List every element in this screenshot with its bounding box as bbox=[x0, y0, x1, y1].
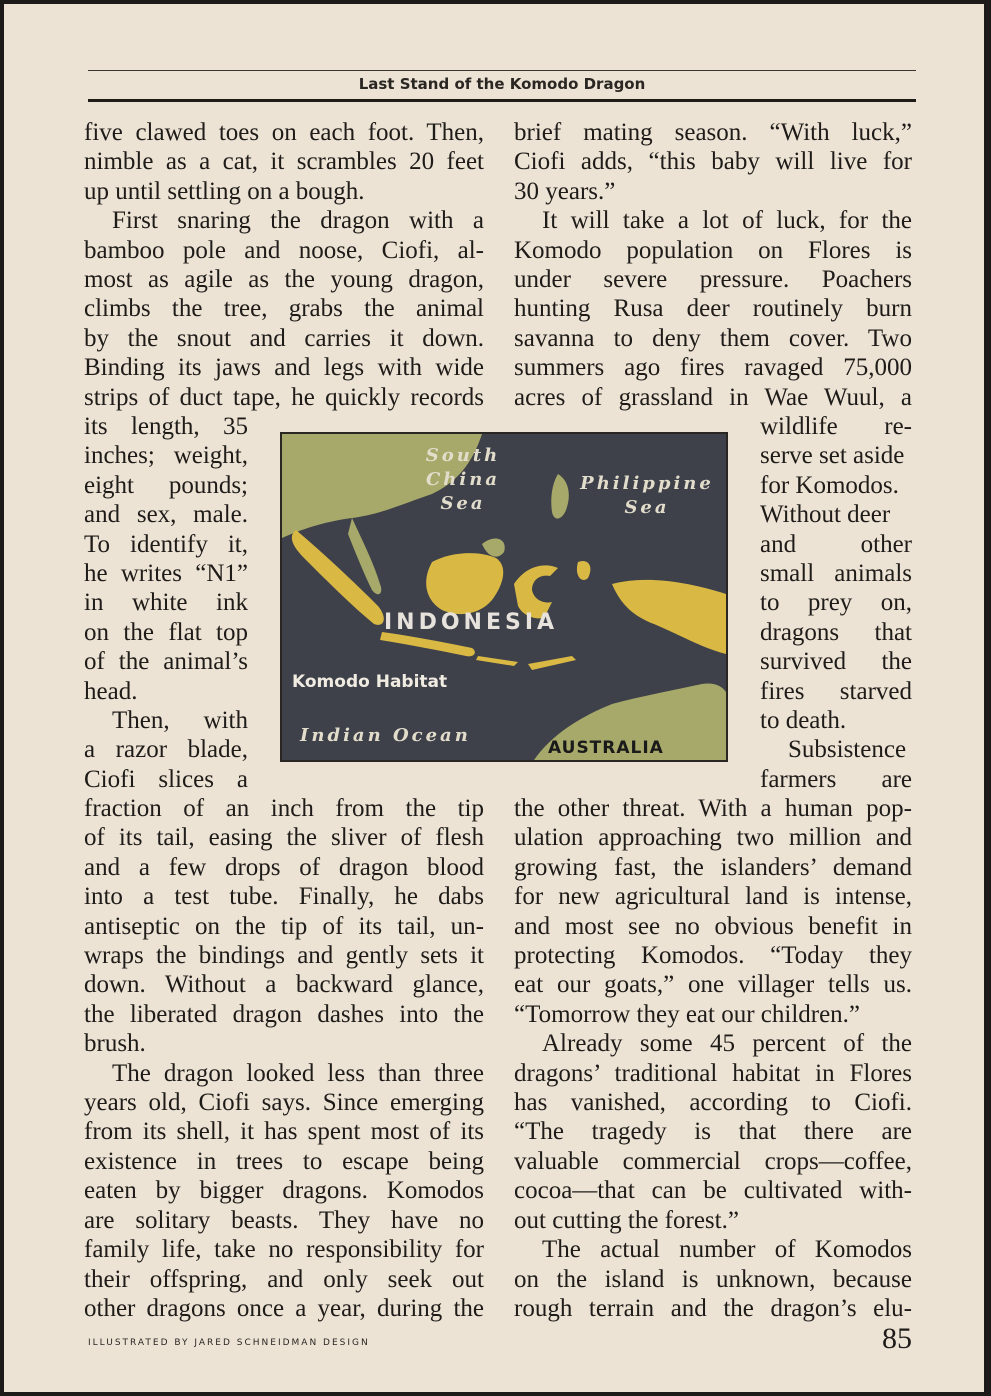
text-line: for new agricultural land is intense, bbox=[514, 883, 912, 911]
left-column-bottom bbox=[84, 794, 484, 1323]
text-line: most as agile as the young dragon, bbox=[84, 266, 484, 294]
text-line: to prey on, bbox=[760, 589, 912, 617]
text-line: its length, 35 bbox=[84, 413, 248, 440]
text-line: eat our goats,” one villager tells us. bbox=[514, 971, 912, 999]
text-line: the other threat. With a human pop- bbox=[514, 795, 912, 822]
text-line: ulation approaching two million and bbox=[514, 824, 912, 852]
text-line: and a few drops of dragon blood bbox=[84, 853, 484, 881]
text-line: brush. bbox=[84, 1030, 146, 1058]
indonesia-label: INDONESIA bbox=[384, 610, 559, 635]
text-line: wildlife re- bbox=[760, 413, 912, 440]
text-line: serve set aside bbox=[760, 442, 905, 470]
text-line: other dragons once a year, during the bbox=[84, 1294, 484, 1322]
text-line: on the island is unknown, because bbox=[514, 1265, 912, 1293]
text-line: by the snout and carries it down. bbox=[84, 324, 484, 352]
text-line: Already some 45 percent of the bbox=[542, 1030, 912, 1058]
text-line: It will take a lot of luck, for the bbox=[542, 207, 912, 235]
left-column-top bbox=[84, 118, 484, 412]
map-label-line: Sea bbox=[440, 493, 486, 514]
text-line: on the flat top bbox=[84, 618, 248, 646]
text-line: hunting Rusa deer routinely burn bbox=[514, 295, 912, 323]
text-line: eight pounds; bbox=[84, 471, 248, 499]
komodo-habitat-label: Komodo Habitat bbox=[292, 672, 448, 692]
australia-label: AUSTRALIA bbox=[548, 738, 664, 758]
page-number: 85 bbox=[882, 1322, 912, 1355]
text-line: years old, Ciofi says. Since emerging bbox=[84, 1089, 484, 1117]
text-line: climbs the tree, grabs the animal bbox=[84, 295, 484, 323]
header-rule-top bbox=[88, 70, 916, 71]
text-line: Komodo population on Flores is bbox=[514, 236, 912, 264]
text-line: dragons’ traditional habitat in Flores bbox=[514, 1059, 912, 1087]
text-line: dragons that bbox=[760, 618, 912, 646]
text-line: Subsistence bbox=[788, 736, 907, 764]
text-line: The actual number of Komodos bbox=[542, 1236, 912, 1264]
text-line: he writes “N1” bbox=[84, 560, 248, 588]
text-line: “Tomorrow they eat our children.” bbox=[514, 1000, 861, 1028]
text-line: into a test tube. Finally, he dabs bbox=[84, 883, 484, 911]
running-header: Last Stand of the Komodo Dragon bbox=[358, 75, 646, 93]
map-label-line: Philippine bbox=[580, 473, 714, 494]
text-line: inches; weight, bbox=[84, 442, 248, 470]
right-column-top bbox=[514, 118, 912, 412]
text-line: eaten by bigger dragons. Komodos bbox=[84, 1177, 484, 1205]
text-line: to death. bbox=[760, 707, 847, 735]
text-line: of the animal’s bbox=[84, 648, 248, 676]
text-line: 30 years.” bbox=[514, 177, 616, 205]
text-line: five clawed toes on each foot. Then, bbox=[84, 119, 484, 146]
indian-ocean-label: Indian Ocean bbox=[300, 725, 471, 746]
illustration-credit: ILLUSTRATED BY JARED SCHNEIDMAN DESIGN bbox=[88, 1338, 370, 1348]
right-column-bottom bbox=[514, 794, 912, 1323]
text-line: head. bbox=[84, 677, 138, 705]
text-line: antiseptic on the tip of its tail, un- bbox=[84, 912, 484, 940]
text-line: “The tragedy is that there are bbox=[514, 1118, 912, 1146]
text-line: out cutting the forest.” bbox=[514, 1206, 739, 1234]
text-line: and most see no obvious benefit in bbox=[514, 912, 912, 940]
text-line: in white ink bbox=[84, 589, 248, 617]
text-line: summers ago fires ravaged 75,000 bbox=[514, 354, 912, 382]
text-line: Then, with bbox=[112, 707, 248, 735]
text-line: fraction of an inch from the tip bbox=[84, 795, 484, 822]
map-label-line: South bbox=[425, 445, 501, 466]
magazine-page bbox=[4, 4, 984, 1392]
text-line: First snaring the dragon with a bbox=[112, 207, 484, 235]
text-line: has vanished, according to Ciofi. bbox=[514, 1089, 912, 1117]
text-line: strips of duct tape, he quickly records bbox=[84, 383, 484, 411]
text-line: and other bbox=[760, 530, 912, 558]
text-line: and sex, male. bbox=[84, 501, 248, 529]
text-line: the liberated dragon dashes into the bbox=[84, 1000, 484, 1028]
text-line: their offspring, and only seek out bbox=[84, 1265, 484, 1293]
text-line: bamboo pole and noose, Ciofi, al- bbox=[84, 236, 484, 264]
text-line: under severe pressure. Poachers bbox=[514, 266, 912, 294]
text-line: Ciofi slices a bbox=[84, 765, 248, 793]
text-line: acres of grassland in Wae Wuul, a bbox=[514, 383, 912, 411]
text-line: family life, take no responsibility for bbox=[84, 1236, 484, 1264]
text-line: The dragon looked less than three bbox=[112, 1059, 484, 1087]
text-line: wraps the bindings and gently sets it bbox=[84, 942, 484, 970]
text-line: existence in trees to escape being bbox=[84, 1147, 484, 1175]
text-line: survived the bbox=[760, 648, 912, 676]
text-line: from its shell, it has spent most of its bbox=[84, 1118, 484, 1146]
text-line: farmers are bbox=[760, 765, 912, 793]
text-line: are solitary beasts. They have no bbox=[84, 1206, 484, 1234]
text-line: a razor blade, bbox=[84, 736, 248, 764]
text-line: of its tail, easing the sliver of flesh bbox=[84, 824, 484, 852]
text-line: small animals bbox=[760, 560, 912, 588]
text-line: savanna to deny them cover. Two bbox=[514, 324, 912, 352]
text-line: growing fast, the islanders’ demand bbox=[514, 853, 912, 881]
text-line: rough terrain and the dragon’s elu- bbox=[514, 1294, 912, 1322]
south-china-sea-label bbox=[408, 444, 518, 516]
left-column-narrow bbox=[84, 412, 248, 794]
text-line: cocoa—that can be cultivated with- bbox=[514, 1177, 912, 1205]
text-line: fires starved bbox=[760, 677, 912, 705]
header-rule-bottom bbox=[88, 99, 916, 102]
right-column-narrow bbox=[760, 412, 912, 794]
map-label-line: Sea bbox=[624, 497, 670, 518]
text-line: nimble as a cat, it scrambles 20 feet bbox=[84, 148, 484, 176]
text-line: Ciofi adds, “this baby will live for bbox=[514, 148, 912, 176]
text-line: for Komodos. bbox=[760, 471, 899, 499]
text-line: up until settling on a bough. bbox=[84, 177, 365, 205]
text-line: brief mating season. “With luck,” bbox=[514, 119, 912, 146]
text-line: Without deer bbox=[760, 501, 891, 529]
text-line: protecting Komodos. “Today they bbox=[514, 942, 912, 970]
map-label-line: China bbox=[425, 469, 500, 490]
text-line: To identify it, bbox=[84, 530, 248, 558]
text-line: Binding its jaws and legs with wide bbox=[84, 354, 484, 382]
indonesia-map bbox=[280, 432, 728, 762]
philippine-sea-label bbox=[572, 472, 722, 520]
text-line: down. Without a backward glance, bbox=[84, 971, 484, 999]
text-line: valuable commercial crops—coffee, bbox=[514, 1147, 912, 1175]
